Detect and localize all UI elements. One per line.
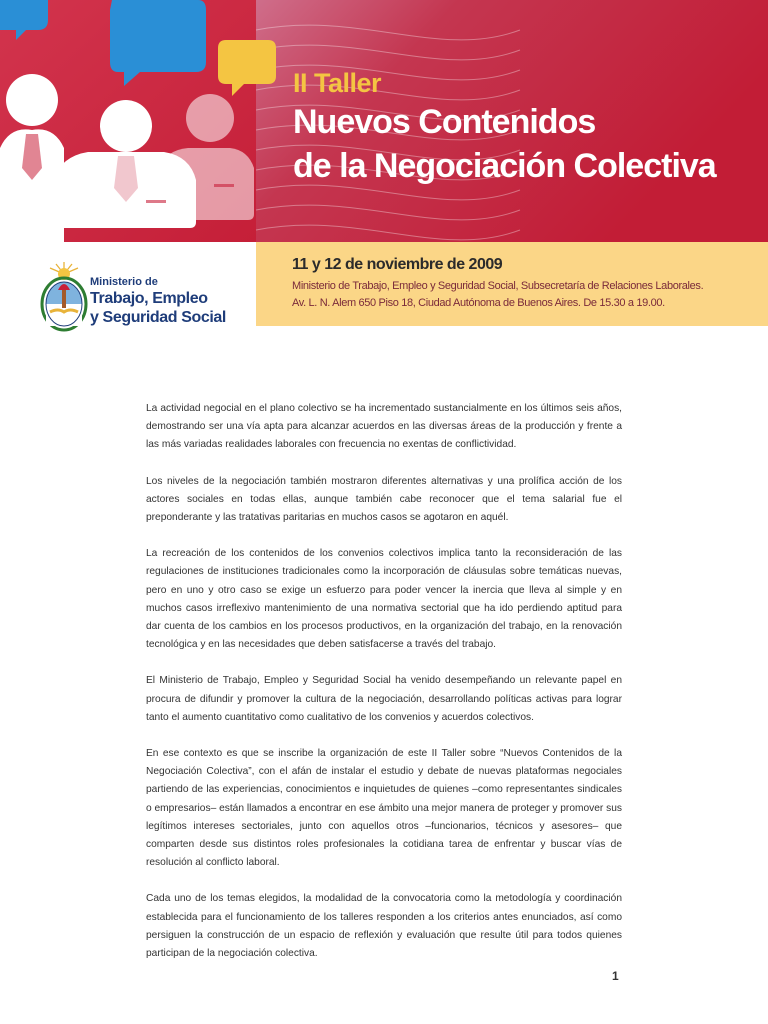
paragraph: En ese contexto es que se inscribe la organización de este II Taller sobre “Nuevos Contenidos de la Negociación Colectiva”, con el afán de instalar el estudio y debate de nuevas plataformas negociales partiendo de las experiencias, conocimientos e inquietudes de quienes –como representantes sindicales o empresarios– están llamados a encontrar en ese ámbito una mejor manera de proteger y promover sus legítimos intereses sectoriales, junto con aquellos otros –funcionarios, técnicos y asesores– que comparten desde sus distintos roles profesionales la cotidiana tarea de enfrentar y buscar vías de resolución al conflicto laboral. <box>146 748 622 869</box>
paragraph: Los niveles de la negociación también mostraron diferentes alternativas y una prolífica acción de los actores sociales en todas ellas, aunque también cabe reconocer que el tema salarial fue el preponderante y las tratativas paritarias en muchos casos se agotaron en aquél. <box>146 475 622 524</box>
paragraph: Cada uno de los temas elegidos, la modalidad de la convocatoria como la metodología y coordinación establecida para el funcionamiento de los talleres responden a los criterios antes enunciados, así como persiguen la construcción de un espacio de reflexión y evaluación que resulte útil para todos quienes participan de la negociación colectiva. <box>146 893 622 960</box>
paragraph: La actividad negocial en el plano colectivo se ha incrementado sustancialmente en los últimos seis años, demostrando ser una vía apta para alcanzar acuerdos en las diversas áreas de la producción y frente a las más variadas realidades laborales con frecuencia no exentas de conflictividad. <box>146 403 622 451</box>
argentina-coat-of-arms-icon <box>34 260 94 336</box>
paragraph: La recreación de los contenidos de los convenios colectivos implica tanto la reconsideración de las regulaciones de instituciones tradicionales como la incorporación de cláusulas sobre temáticas nuevas, pero en uno y otro caso se exige un esfuerzo para poder vencer la inercia que lleva al simple y en muchos casos irreflexivo mantenimiento de una normativa sectorial que ha ido perdiendo aptitud para dar cuenta de los cambios en los procesos productivos, en la organización del trabajo, en la renovación tecnológica y en las necesidades que deben satisfacerse a través del trabajo. <box>146 548 622 651</box>
header-banner <box>0 0 768 242</box>
ministry-name-line-3: y Seguridad Social <box>90 309 226 326</box>
event-title-block <box>293 66 763 188</box>
event-title-line-1: Nuevos Contenidos <box>293 103 596 141</box>
ministry-name <box>90 276 226 327</box>
ministry-name-line-2: Trabajo, Empleo <box>90 290 208 307</box>
body-text <box>146 400 622 981</box>
event-info-box <box>256 242 768 326</box>
page-number: 1 <box>612 969 619 983</box>
event-venue-line-1: Ministerio de Trabajo, Empleo y Seguridad Social, Subsecretaría de Relaciones Laborales. <box>292 280 704 292</box>
event-venue-line-2: Av. L. N. Alem 650 Piso 18, Ciudad Autónoma de Buenos Aires. De 15.30 a 19.00. <box>292 297 665 309</box>
ministry-name-line-1: Ministerio de <box>90 276 158 288</box>
event-kicker: II Taller <box>293 68 382 98</box>
event-title-line-2: de la Negociación Colectiva <box>293 147 716 185</box>
ministry-logo <box>0 242 256 326</box>
event-date: 11 y 12 de noviembre de 2009 <box>292 256 503 273</box>
paragraph: El Ministerio de Trabajo, Empleo y Seguridad Social ha venido desempeñando un relevante papel en procura de difundir y promover la cultura de la negociación, desarrollando políticas activas para lograr tanto el aumento cuantitativo como cualitativo de los convenios y acuerdos colectivos. <box>146 675 622 723</box>
